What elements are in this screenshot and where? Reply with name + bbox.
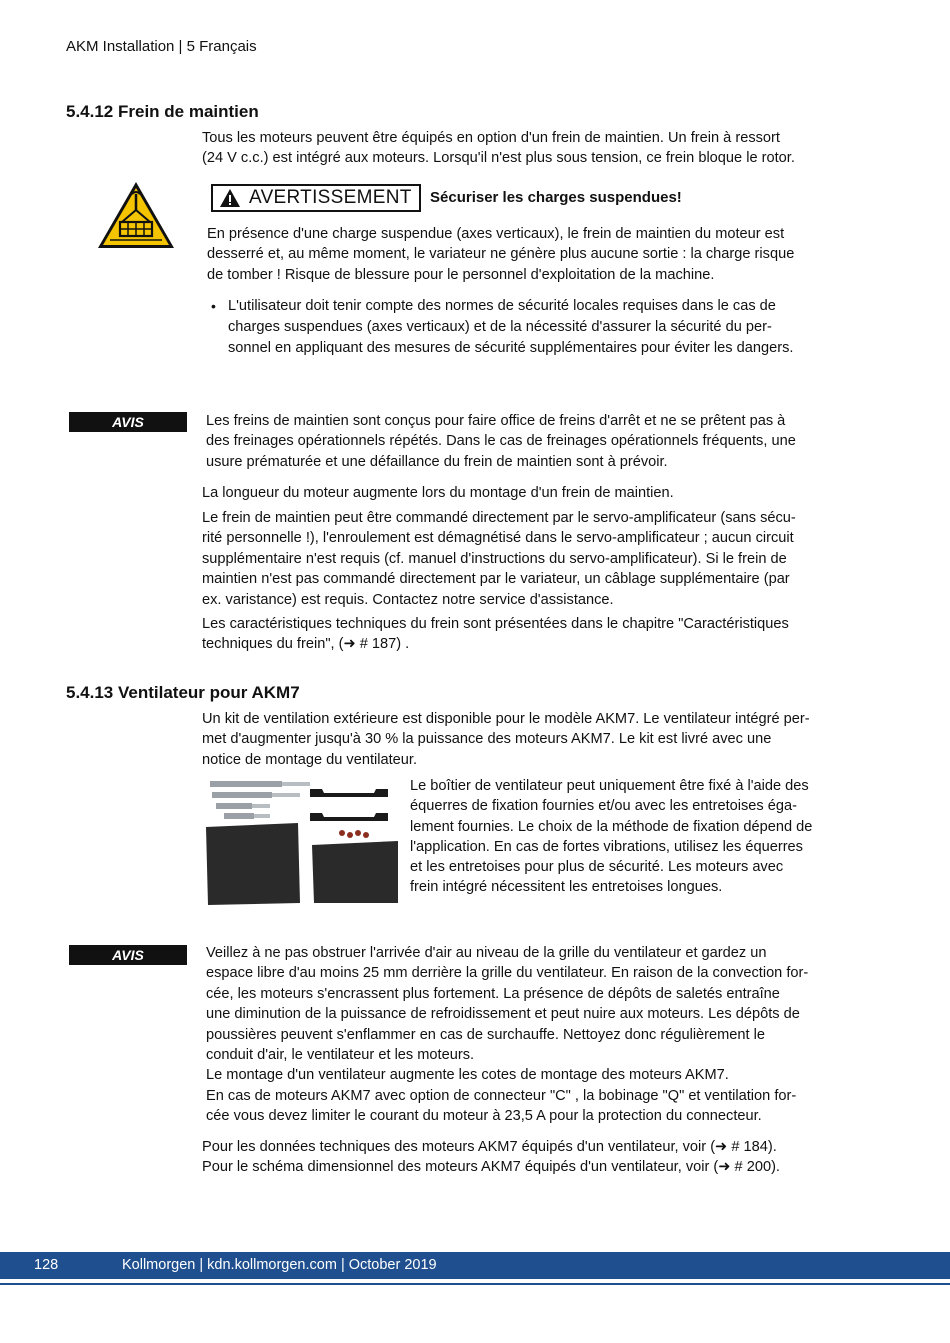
text-line: Le montage d'un ventilateur augmente les cotes de montage des moteurs AKM7. <box>206 1067 729 1084</box>
text-line: frein intégré nécessitent les entretoises longues. <box>410 879 723 896</box>
text-line: poussières peuvent s'enflammer en cas de surchauffe. Nettoyez donc régulièrement le <box>206 1026 766 1043</box>
notice-text-fan <box>206 943 846 1127</box>
text-line: Les caractéristiques techniques du frein sont présentées dans le chapitre "Caractéristiques <box>202 616 789 632</box>
text-line: l'application. En cas de fortes vibrations, utilisez les équerres <box>410 838 803 855</box>
text-line: met d'augmenter jusqu'à 30 % la puissance des moteurs AKM7. Le kit est livré avec une <box>202 731 772 748</box>
text-line: conduit d'air, le ventilateur et les moteurs. <box>206 1047 475 1064</box>
warning-bullet <box>228 296 838 358</box>
warning-body <box>207 224 847 285</box>
text-line: de tomber ! Risque de blessure pour le personnel d'exploitation de la machine. <box>207 266 715 283</box>
text-line: des freinages opérationnels répétés. Dans le cas de freinages opérationnels fréquents, une <box>206 433 796 450</box>
warning-triangle-icon <box>219 188 241 208</box>
text-line: usure prématurée et une défaillance du frein de maintien sont à prévoir. <box>206 453 668 470</box>
text-line: Pour le schéma dimensionnel des moteurs AKM7 équipés d'un ventilateur, voir (➜ # 200). <box>202 1159 780 1176</box>
text-line: notice de montage du ventilateur. <box>202 751 418 768</box>
text-line: équerres de fixation fournies et/ou avec les entretoises éga- <box>410 798 797 815</box>
text-line: Tous les moteurs peuvent être équipés en option d'un frein de maintien. Un frein à ressort <box>202 130 780 146</box>
suspended-load-warning-icon <box>96 180 176 250</box>
text-line: charges suspendues (axes verticaux) et de la nécessité d'assurer la sécurité du per- <box>228 318 772 335</box>
motor-length-paragraph: La longueur du moteur augmente lors du montage d'un frein de maintien. <box>202 485 674 501</box>
footer-rule <box>0 1283 950 1285</box>
brake-specs-paragraph <box>202 614 842 655</box>
warning-label-box <box>211 184 421 212</box>
fan-kit-parts-image <box>202 775 402 907</box>
text-line: rité personnelle !), l'enroulement est démagnétisé dans le servo-amplificateur ; aucun circuit <box>202 530 794 547</box>
text-line: desserré et, au même moment, le variateur ne génère plus aucune sortie : la charge risque <box>207 246 795 263</box>
text-line: En cas de moteurs AKM7 avec option de connecteur "C" , la bobinage "Q" et ventilation for- <box>206 1087 797 1104</box>
text-line: et les entretoises pour plus de sécurité. Les moteurs avec <box>410 859 784 876</box>
notice-badge: AVIS <box>69 945 187 965</box>
text-line: Veillez à ne pas obstruer l'arrivée d'air au niveau de la grille du ventilateur et gardez un <box>206 945 767 961</box>
text-line: En présence d'une charge suspendue (axes verticaux), le frein de maintien du moteur est <box>207 226 785 242</box>
text-line: Le frein de maintien peut être commandé directement par le servo-amplificateur (sans sécu- <box>202 510 796 526</box>
fan-mounting-text <box>410 776 840 898</box>
fan-intro <box>202 709 842 770</box>
text-line: (24 V c.c.) est intégré aux moteurs. Lorsqu'il n'est plus sous tension, ce frein bloque le rotor. <box>202 150 795 167</box>
text-line: cée, les moteurs s'encrassent plus fortement. La présence de dépôts de saletés entraîne <box>206 985 780 1002</box>
page-header: AKM Installation | 5 Français <box>66 38 257 55</box>
notice-badge: AVIS <box>69 412 187 432</box>
warning-heading: Sécuriser les charges suspendues! <box>430 189 682 206</box>
text-line: Les freins de maintien sont conçus pour faire office de freins d'arrêt et ne se prêtent pas à <box>206 413 786 429</box>
text-line: Un kit de ventilation extérieure est disponible pour le modèle AKM7. Le ventilateur intégré per- <box>202 711 810 727</box>
text-line: L'utilisateur doit tenir compte des normes de sécurité locales requises dans le cas de <box>228 298 776 314</box>
text-line: une diminution de la puissance de refroidissement et peut nuire aux moteurs. Les dépôts de <box>206 1006 800 1023</box>
text-line: maintien n'est pas commandé directement par le variateur, un câblage supplémentaire (par <box>202 571 790 588</box>
section-title-fan: 5.4.13 Ventilateur pour AKM7 <box>66 683 300 702</box>
footer-text: Kollmorgen | kdn.kollmorgen.com | October 2019 <box>122 1257 437 1273</box>
brake-intro <box>202 128 842 169</box>
text-line: Le boîtier de ventilateur peut uniquement être fixé à l'aide des <box>410 778 809 794</box>
page-footer <box>0 1252 950 1279</box>
text-line: supplémentaire n'est requis (cf. manuel d'instructions du servo-amplificateur). Si le frein de <box>202 550 787 567</box>
warning-label: AVERTISSEMENT <box>249 187 412 208</box>
text-line: sonnel en appliquant des mesures de sécurité supplémentaires pour éviter les dangers. <box>228 339 794 356</box>
bullet-marker: • <box>211 298 216 314</box>
section-title-holding-brake: 5.4.12 Frein de maintien <box>66 102 259 121</box>
text-line: techniques du frein", (➜ # 187) . <box>202 636 410 653</box>
text-line: cée vous devez limiter le courant du moteur à 23,5 A pour la protection du connecteur. <box>206 1108 762 1125</box>
text-line: lement fournies. Le choix de la méthode de fixation dépend de <box>410 818 813 835</box>
text-line: ex. varistance) est requis. Contactez notre service d'assistance. <box>202 591 614 608</box>
text-line: espace libre d'au moins 25 mm derrière la grille du ventilateur. En raison de la convection for- <box>206 965 809 982</box>
fan-references <box>202 1137 842 1178</box>
notice-text-brake <box>206 411 846 472</box>
page-number: 128 <box>34 1257 59 1273</box>
brake-control-paragraph <box>202 508 842 610</box>
text-line: Pour les données techniques des moteurs AKM7 équipés d'un ventilateur, voir (➜ # 184). <box>202 1139 777 1155</box>
